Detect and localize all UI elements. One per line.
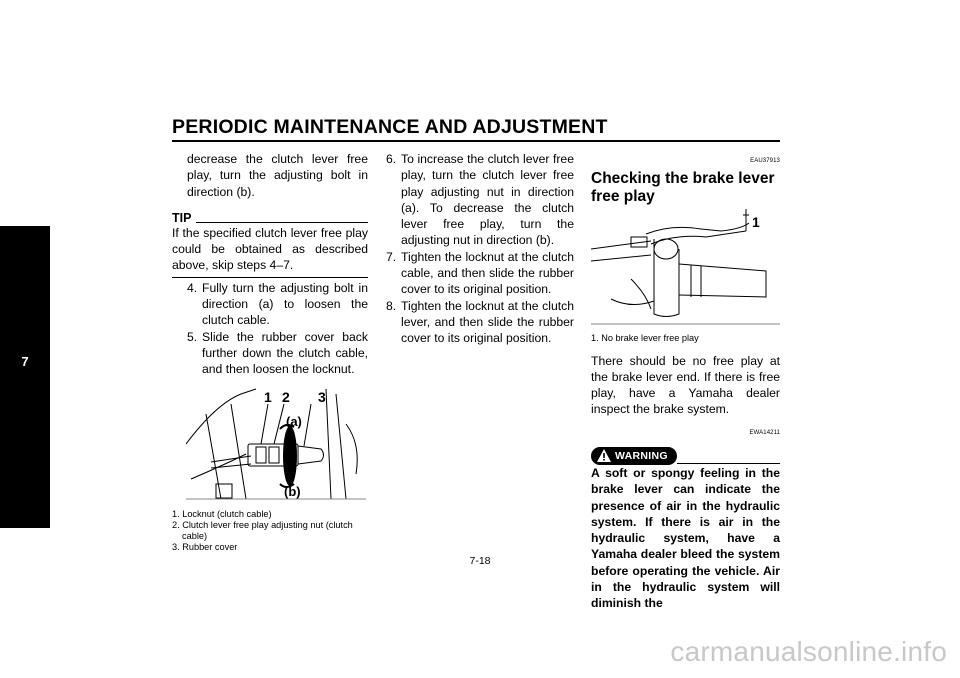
tip-text: If the specified clutch lever free play could be obtained as described above, skip steps 4–7. — [172, 225, 368, 273]
watermark: carmanualsonline.info — [670, 636, 947, 667]
body-text: There should be no free play at the brake lever end. If there is free play, have a Yamaha dealer inspect the brake system. — [591, 353, 780, 417]
page-number: 7-18 — [469, 555, 491, 567]
step-5 — [187, 329, 368, 378]
column-3 — [591, 153, 780, 612]
chapter-number: 7 — [21, 354, 29, 369]
step-text: Slide the rubber cover back further down the clutch cable, and then loosen the locknut. — [202, 329, 368, 377]
warning-header — [591, 447, 780, 465]
caption-1: 1. Locknut (clutch cable) — [172, 508, 272, 519]
section-title: Checking the brake lever free play — [591, 170, 775, 205]
column-2 — [386, 151, 574, 347]
step-4 — [187, 280, 368, 329]
callout-a: (a) — [286, 413, 302, 429]
step-number: 7. — [386, 249, 397, 264]
caption-2: 2. Clutch lever free play adjusting nut (clutch — [172, 519, 353, 530]
warning-code: EWA14211 — [749, 429, 780, 436]
figure-captions — [172, 509, 368, 554]
step-text: Fully turn the adjusting bolt in direction (a) to loosen the clutch cable. — [202, 280, 368, 328]
tip-rule-bottom — [172, 277, 368, 278]
callout-b: (b) — [284, 483, 301, 499]
step-text: To increase the clutch lever free play, turn the clutch lever free play adjusting nut in direction (a). To decrease the clutch lever free play, turn the adjusting nut in direction (b). — [401, 152, 574, 248]
page-title: PERIODIC MAINTENANCE AND ADJUSTMENT — [172, 116, 608, 138]
tip-rule-top — [196, 222, 368, 223]
chapter-tab — [0, 226, 50, 528]
continued-text: decrease the clutch lever free play, turn the adjusting bolt in direction (b). — [187, 152, 368, 199]
caption-3: 3. Rubber cover — [172, 542, 238, 553]
warning-text: A soft or spongy feeling in the brake lever can indicate the presence of air in the hydraulic system. If there is air in the hydraulic system, have a Yamaha dealer bleed the system before operating the vehicle. Air in the hydraulic system will diminish the — [591, 465, 780, 611]
clutch-adjuster-figure — [186, 384, 366, 504]
tip-heading — [172, 210, 368, 225]
step-number: 6. — [386, 152, 397, 166]
callout-2: 2 — [282, 388, 290, 405]
column-1 — [172, 151, 368, 553]
step-8 — [386, 298, 574, 347]
step-number: 8. — [386, 298, 397, 313]
warning-badge — [591, 447, 677, 465]
callout-3: 3 — [318, 388, 326, 405]
step-text: Tighten the locknut at the clutch cable, and then slide the rubber cover to its original position. — [401, 249, 574, 297]
title-rule — [172, 140, 780, 142]
section-code: EAU37913 — [750, 158, 780, 164]
callout-1: 1 — [752, 214, 760, 231]
caption: 1. No brake lever free play — [591, 333, 699, 344]
warning-label: WARNING — [615, 449, 668, 462]
step-number: 4. — [187, 280, 198, 295]
step-number: 5. — [187, 329, 198, 344]
step-7 — [386, 249, 574, 298]
caption-2-cont: cable) — [182, 530, 208, 541]
tip-label: TIP — [172, 210, 192, 225]
step-6 — [386, 151, 574, 249]
warning-rule — [677, 463, 780, 464]
callout-1: 1 — [264, 388, 272, 405]
step-text: Tighten the locknut at the clutch lever, and then slide the rubber cover to its original position. — [401, 298, 574, 346]
brake-lever-figure — [591, 209, 780, 327]
warning-triangle-icon — [597, 449, 611, 462]
